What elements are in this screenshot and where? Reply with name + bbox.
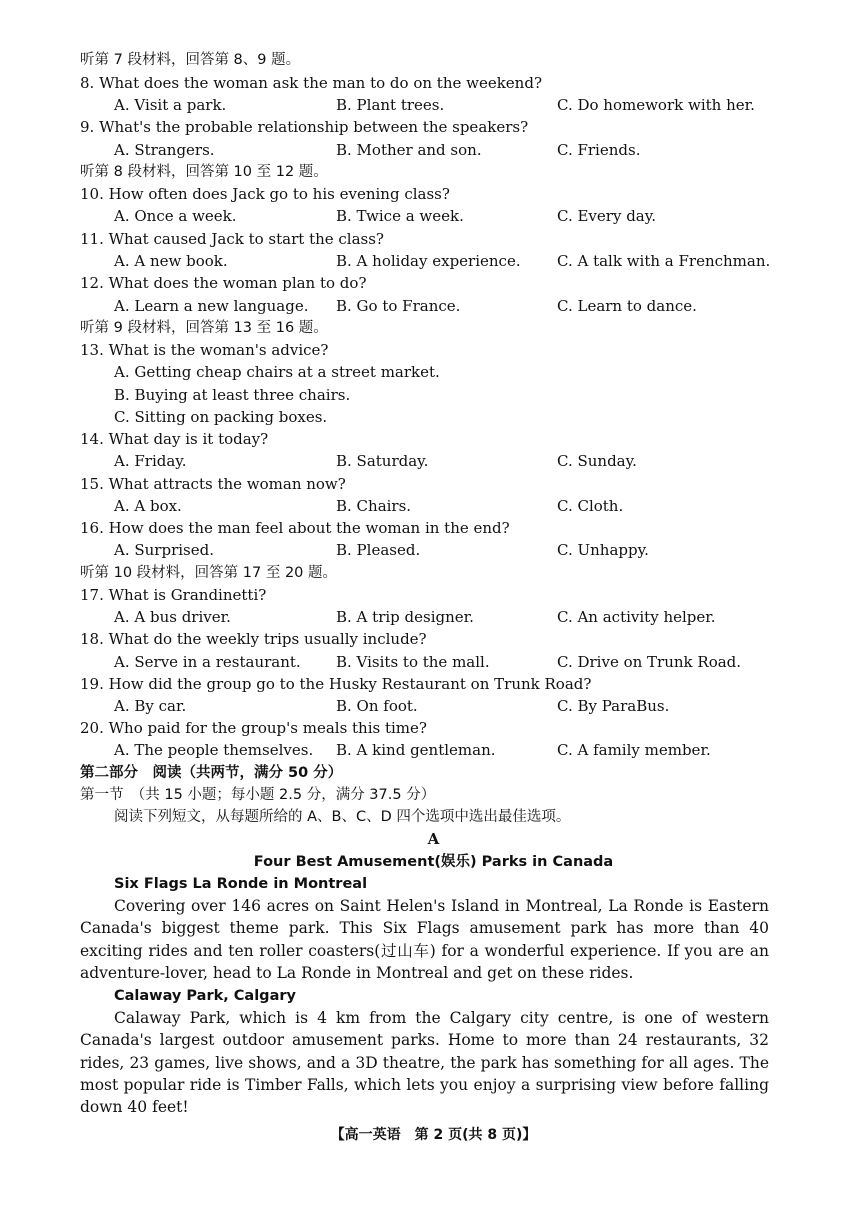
listening-section-7-header: 听第 7 段材料，回答第 8、9 题。 bbox=[80, 52, 301, 68]
option-b: B. A holiday experience. bbox=[336, 252, 521, 270]
option-b: B. Twice a week. bbox=[336, 207, 464, 225]
option-c: C. Unhappy. bbox=[557, 541, 649, 559]
park-2-heading: Calaway Park, Calgary bbox=[114, 988, 296, 1004]
question-10-stem: 10. How often does Jack go to his evening class? bbox=[80, 185, 450, 203]
question-13-option-b: B. Buying at least three chairs. bbox=[114, 386, 351, 404]
option-b: B. Pleased. bbox=[336, 541, 421, 559]
listening-section-10-header: 听第 10 段材料，回答第 17 至 20 题。 bbox=[80, 565, 338, 581]
option-b: B. Go to France. bbox=[336, 297, 461, 315]
option-c: C. An activity helper. bbox=[557, 608, 716, 626]
option-a: A. By car. bbox=[114, 697, 187, 715]
option-a: A. Learn a new language. bbox=[114, 297, 309, 315]
question-8-options bbox=[0, 94, 867, 116]
question-9-stem: 9. What's the probable relationship between the speakers? bbox=[80, 118, 529, 136]
question-15-stem: 15. What attracts the woman now? bbox=[80, 475, 346, 493]
question-16-options bbox=[0, 539, 867, 561]
option-c: C. Drive on Trunk Road. bbox=[557, 653, 742, 671]
listening-section-9-header: 听第 9 段材料，回答第 13 至 16 题。 bbox=[80, 320, 328, 336]
question-13-option-c: C. Sitting on packing boxes. bbox=[114, 408, 328, 426]
question-18-options bbox=[0, 651, 867, 673]
option-a: A. Friday. bbox=[114, 452, 187, 470]
passage-title: Four Best Amusement(娱乐) Parks in Canada bbox=[253, 854, 614, 870]
question-17-options bbox=[0, 606, 867, 628]
option-a: A. Strangers. bbox=[114, 141, 215, 159]
question-17-stem: 17. What is Grandinetti? bbox=[80, 586, 267, 604]
question-12-stem: 12. What does the woman plan to do? bbox=[80, 274, 367, 292]
question-20-stem: 20. Who paid for the group's meals this time? bbox=[80, 719, 427, 737]
part-two-heading: 第二部分 阅读（共两节，满分 50 分） bbox=[80, 765, 343, 781]
option-b: B. Plant trees. bbox=[336, 96, 445, 114]
option-a: A. Serve in a restaurant. bbox=[114, 653, 301, 671]
option-a: A. Surprised. bbox=[114, 541, 214, 559]
option-b: B. A kind gentleman. bbox=[336, 741, 496, 759]
option-c: C. Cloth. bbox=[557, 497, 624, 515]
question-19-stem: 19. How did the group go to the Husky Restaurant on Trunk Road? bbox=[80, 675, 592, 693]
option-c: C. A family member. bbox=[557, 741, 711, 759]
option-b: B. Mother and son. bbox=[336, 141, 482, 159]
passage-letter: A bbox=[427, 830, 440, 848]
option-c: C. Friends. bbox=[557, 141, 641, 159]
option-a: A. Once a week. bbox=[114, 207, 237, 225]
option-c: C. By ParaBus. bbox=[557, 697, 670, 715]
question-20-options bbox=[0, 739, 867, 761]
option-a: A. A new book. bbox=[114, 252, 228, 270]
option-b: B. Chairs. bbox=[336, 497, 412, 515]
park-2-paragraph: Calaway Park, which is 4 km from the Calgary city centre, is one of western Canada's largest outdoor amusement parks. Home to more than 24 restaurants, 32 rides, 23 games, live shows, and a 3D theatre, the park has something for all ages. The most popular ride is Timber Falls, which lets you enjoy a surprising view before falling down 40 feet! bbox=[80, 1009, 769, 1117]
section-one-heading: 第一节 （共 15 小题；每小题 2.5 分，满分 37.5 分） bbox=[80, 787, 436, 803]
reading-instruction: 阅读下列短文，从每题所给的 A、B、C、D 四个选项中选出最佳选项。 bbox=[114, 809, 571, 825]
question-9-options bbox=[0, 139, 867, 161]
question-19-options bbox=[0, 695, 867, 717]
option-c: C. A talk with a Frenchman. bbox=[557, 252, 771, 270]
question-18-stem: 18. What do the weekly trips usually include? bbox=[80, 630, 427, 648]
option-a: A. A box. bbox=[114, 497, 182, 515]
question-14-stem: 14. What day is it today? bbox=[80, 430, 269, 448]
option-a: A. Visit a park. bbox=[114, 96, 227, 114]
question-14-options bbox=[0, 450, 867, 472]
page-footer: 【高一英语 第 2 页(共 8 页)】 bbox=[330, 1127, 537, 1143]
question-12-options bbox=[0, 295, 867, 317]
park-1-paragraph: Covering over 146 acres on Saint Helen's Island in Montreal, La Ronde is Eastern Canada's biggest theme park. This Six Flags amusement park has more than 40 exciting rides and ten roller coasters(过山车) for a wonderful experience. If you are an adventure-lover, head to La Ronde in Montreal and get on these rides. bbox=[80, 897, 769, 982]
question-11-options bbox=[0, 250, 867, 272]
option-b: B. On foot. bbox=[336, 697, 418, 715]
question-16-stem: 16. How does the man feel about the woman in the end? bbox=[80, 519, 510, 537]
question-13-stem: 13. What is the woman's advice? bbox=[80, 341, 329, 359]
option-b: B. Saturday. bbox=[336, 452, 429, 470]
question-11-stem: 11. What caused Jack to start the class? bbox=[80, 230, 384, 248]
option-b: B. A trip designer. bbox=[336, 608, 474, 626]
option-c: C. Every day. bbox=[557, 207, 656, 225]
option-c: C. Learn to dance. bbox=[557, 297, 697, 315]
option-b: B. Visits to the mall. bbox=[336, 653, 490, 671]
question-15-options bbox=[0, 495, 867, 517]
option-a: A. A bus driver. bbox=[114, 608, 231, 626]
park-1-heading: Six Flags La Ronde in Montreal bbox=[114, 876, 368, 892]
option-a: A. The people themselves. bbox=[114, 741, 314, 759]
option-c: C. Do homework with her. bbox=[557, 96, 755, 114]
question-13-option-a: A. Getting cheap chairs at a street market. bbox=[114, 363, 440, 381]
question-10-options bbox=[0, 205, 867, 227]
option-c: C. Sunday. bbox=[557, 452, 637, 470]
question-8-stem: 8. What does the woman ask the man to do on the weekend? bbox=[80, 74, 542, 92]
listening-section-8-header: 听第 8 段材料，回答第 10 至 12 题。 bbox=[80, 164, 328, 180]
